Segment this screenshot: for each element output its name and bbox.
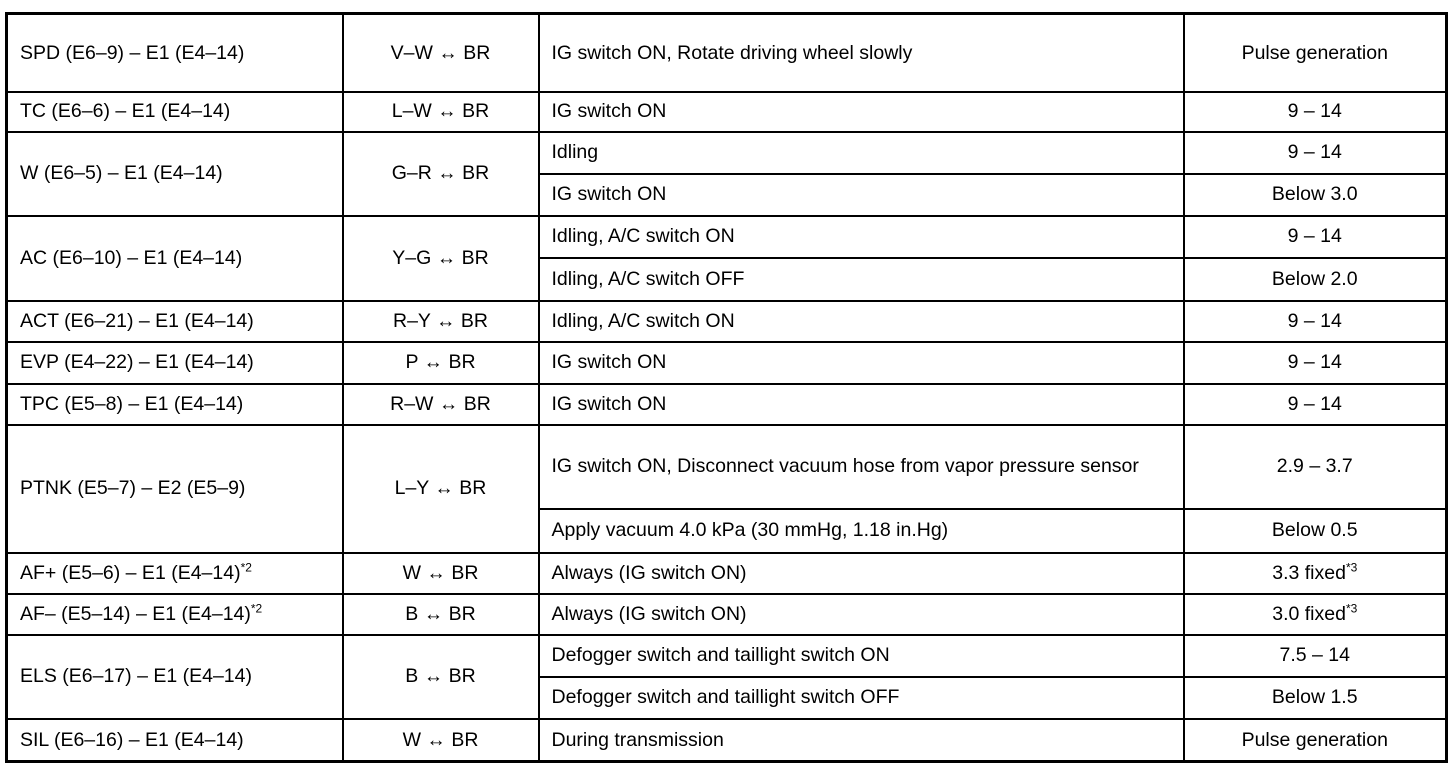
specified-condition-cell <box>1184 132 1447 174</box>
terminal-cell <box>7 635 343 719</box>
condition-cell <box>539 719 1184 762</box>
terminal-cell <box>7 216 343 301</box>
specified-condition-cell <box>1184 509 1447 553</box>
specified-condition-cell <box>1184 553 1447 594</box>
terminal-cell-text: ACT (E6–21) – E1 (E4–14) <box>20 309 254 332</box>
wiring-color-cell <box>343 132 539 216</box>
specified-condition-cell <box>1184 92 1447 132</box>
wiring-color-cell-text: P ↔ BR <box>405 351 476 374</box>
specified-condition-cell-text: 9 – 14 <box>1287 392 1342 415</box>
condition-cell <box>539 216 1184 258</box>
terminal-cell <box>7 553 343 594</box>
specified-condition-cell <box>1184 342 1447 384</box>
specified-condition-cell <box>1184 677 1447 719</box>
terminal-cell-text: W (E6–5) – E1 (E4–14) <box>20 162 223 185</box>
wiring-color-cell-text: R–W ↔ BR <box>390 392 491 415</box>
condition-cell <box>539 553 1184 594</box>
wiring-color-cell <box>343 342 539 384</box>
wiring-color-cell <box>343 635 539 719</box>
specified-condition-cell-footnote: *3 <box>1345 601 1358 616</box>
table-row <box>7 132 1447 174</box>
terminal-cell <box>7 342 343 384</box>
wiring-color-cell-text: B ↔ BR <box>405 602 476 625</box>
specified-condition-cell-text: Below 1.5 <box>1271 686 1358 709</box>
specified-condition-cell <box>1184 384 1447 425</box>
condition-cell-text: Always (IG switch ON) <box>551 602 747 625</box>
wiring-color-cell <box>343 384 539 425</box>
condition-cell <box>539 342 1184 384</box>
condition-cell-text: Apply vacuum 4.0 kPa (30 mmHg, 1.18 in.Hg) <box>551 519 949 542</box>
wiring-color-cell-text: R–Y ↔ BR <box>392 309 488 332</box>
specified-condition-cell-text: Below 3.0 <box>1271 183 1358 206</box>
condition-cell <box>539 635 1184 677</box>
terminal-cell <box>7 425 343 553</box>
condition-cell-text: IG switch ON <box>551 183 667 206</box>
condition-cell-text: During transmission <box>551 728 724 751</box>
specified-condition-cell <box>1184 719 1447 762</box>
terminal-voltage-table <box>5 12 1448 763</box>
wiring-color-cell <box>343 425 539 553</box>
specified-condition-cell-text: Pulse generation <box>1241 41 1388 64</box>
specified-condition-cell-text: Below 2.0 <box>1271 267 1358 290</box>
specified-condition-cell-text: 9 – 14 <box>1287 225 1342 248</box>
condition-cell-text: Idling, A/C switch ON <box>551 225 735 248</box>
specified-condition-cell-text: 3.0 fixed <box>1272 602 1346 625</box>
wiring-color-cell <box>343 553 539 594</box>
wiring-color-cell <box>343 594 539 635</box>
terminal-cell <box>7 301 343 342</box>
condition-cell-text: Always (IG switch ON) <box>551 561 747 584</box>
terminal-cell-text: AF+ (E5–6) – E1 (E4–14) <box>20 561 241 584</box>
specified-condition-cell-text: 9 – 14 <box>1287 141 1342 164</box>
terminal-cell-text: ELS (E6–17) – E1 (E4–14) <box>20 665 252 688</box>
condition-cell-text: IG switch ON <box>551 392 667 415</box>
condition-cell <box>539 132 1184 174</box>
condition-cell <box>539 677 1184 719</box>
condition-cell-text: Idling, A/C switch OFF <box>551 267 745 290</box>
wiring-color-cell <box>343 14 539 92</box>
terminal-cell <box>7 14 343 92</box>
specified-condition-cell-text: 9 – 14 <box>1287 309 1342 332</box>
table-row <box>7 384 1447 425</box>
specified-condition-cell-text: Pulse generation <box>1241 728 1388 751</box>
terminal-cell-text: SIL (E6–16) – E1 (E4–14) <box>20 728 244 751</box>
specified-condition-cell <box>1184 301 1447 342</box>
condition-cell <box>539 425 1184 509</box>
terminal-cell <box>7 594 343 635</box>
specified-condition-cell <box>1184 425 1447 509</box>
terminal-cell <box>7 384 343 425</box>
condition-cell <box>539 92 1184 132</box>
table-row <box>7 635 1447 677</box>
specified-condition-cell <box>1184 14 1447 92</box>
table-row <box>7 216 1447 258</box>
terminal-cell <box>7 92 343 132</box>
specified-condition-cell <box>1184 594 1447 635</box>
specified-condition-cell <box>1184 635 1447 677</box>
terminal-cell-text: TC (E6–6) – E1 (E4–14) <box>20 100 231 123</box>
terminal-cell-text: TPC (E5–8) – E1 (E4–14) <box>20 392 244 415</box>
specified-condition-cell-text: Below 0.5 <box>1271 519 1358 542</box>
wiring-color-cell-text: L–W ↔ BR <box>391 100 490 123</box>
specified-condition-cell <box>1184 258 1447 301</box>
condition-cell-text: Defogger switch and taillight switch ON <box>551 644 890 667</box>
specified-condition-cell-text: 9 – 14 <box>1287 351 1342 374</box>
wiring-color-cell <box>343 719 539 762</box>
table-row <box>7 342 1447 384</box>
condition-cell <box>539 174 1184 216</box>
table-row <box>7 301 1447 342</box>
condition-cell-text: Idling, A/C switch ON <box>551 309 735 332</box>
terminal-cell-footnote: *2 <box>240 560 252 575</box>
wiring-color-cell-text: L–Y ↔ BR <box>394 477 487 500</box>
specified-condition-cell <box>1184 216 1447 258</box>
wiring-color-cell-text: W ↔ BR <box>402 728 479 751</box>
condition-cell-text: IG switch ON <box>551 100 667 123</box>
condition-cell <box>539 301 1184 342</box>
wiring-color-cell <box>343 216 539 301</box>
terminal-cell-text: SPD (E6–9) – E1 (E4–14) <box>20 41 245 64</box>
wiring-color-cell-text: Y–G ↔ BR <box>392 246 489 269</box>
table-row <box>7 425 1447 509</box>
terminal-cell <box>7 132 343 216</box>
table-row <box>7 92 1447 132</box>
condition-cell-text: IG switch ON, Disconnect vacuum hose from vapor pressure sensor <box>551 455 1139 478</box>
specified-condition-cell-footnote: *3 <box>1345 560 1358 575</box>
condition-cell-text: Defogger switch and taillight switch OFF <box>551 686 900 709</box>
condition-cell <box>539 594 1184 635</box>
wiring-color-cell-text: G–R ↔ BR <box>391 162 490 185</box>
table-row <box>7 14 1447 92</box>
terminal-cell-text: EVP (E4–22) – E1 (E4–14) <box>20 351 254 374</box>
wiring-color-cell-text: W ↔ BR <box>402 561 479 584</box>
terminal-cell-footnote: *2 <box>250 601 263 616</box>
condition-cell <box>539 258 1184 301</box>
wiring-color-cell <box>343 92 539 132</box>
specified-condition-cell <box>1184 174 1447 216</box>
condition-cell <box>539 509 1184 553</box>
terminal-cell-text: AF– (E5–14) – E1 (E4–14) <box>20 602 251 625</box>
table-body <box>7 14 1447 762</box>
wiring-color-cell <box>343 301 539 342</box>
table-row <box>7 594 1447 635</box>
wiring-color-cell-text: V–W ↔ BR <box>390 41 491 64</box>
condition-cell <box>539 384 1184 425</box>
condition-cell-text: Idling <box>551 141 599 164</box>
specified-condition-cell-text: 7.5 – 14 <box>1279 644 1350 667</box>
table-row <box>7 553 1447 594</box>
terminal-cell-text: PTNK (E5–7) – E2 (E5–9) <box>20 477 246 500</box>
terminal-cell <box>7 719 343 762</box>
specified-condition-cell-text: 9 – 14 <box>1287 100 1342 123</box>
specified-condition-cell-text: 3.3 fixed <box>1272 561 1346 584</box>
condition-cell-text: IG switch ON <box>551 351 667 374</box>
condition-cell-text: IG switch ON, Rotate driving wheel slowly <box>551 41 913 64</box>
wiring-color-cell-text: B ↔ BR <box>405 665 476 688</box>
specified-condition-cell-text: 2.9 – 3.7 <box>1276 455 1353 478</box>
terminal-cell-text: AC (E6–10) – E1 (E4–14) <box>20 246 243 269</box>
condition-cell <box>539 14 1184 92</box>
table-row <box>7 719 1447 762</box>
